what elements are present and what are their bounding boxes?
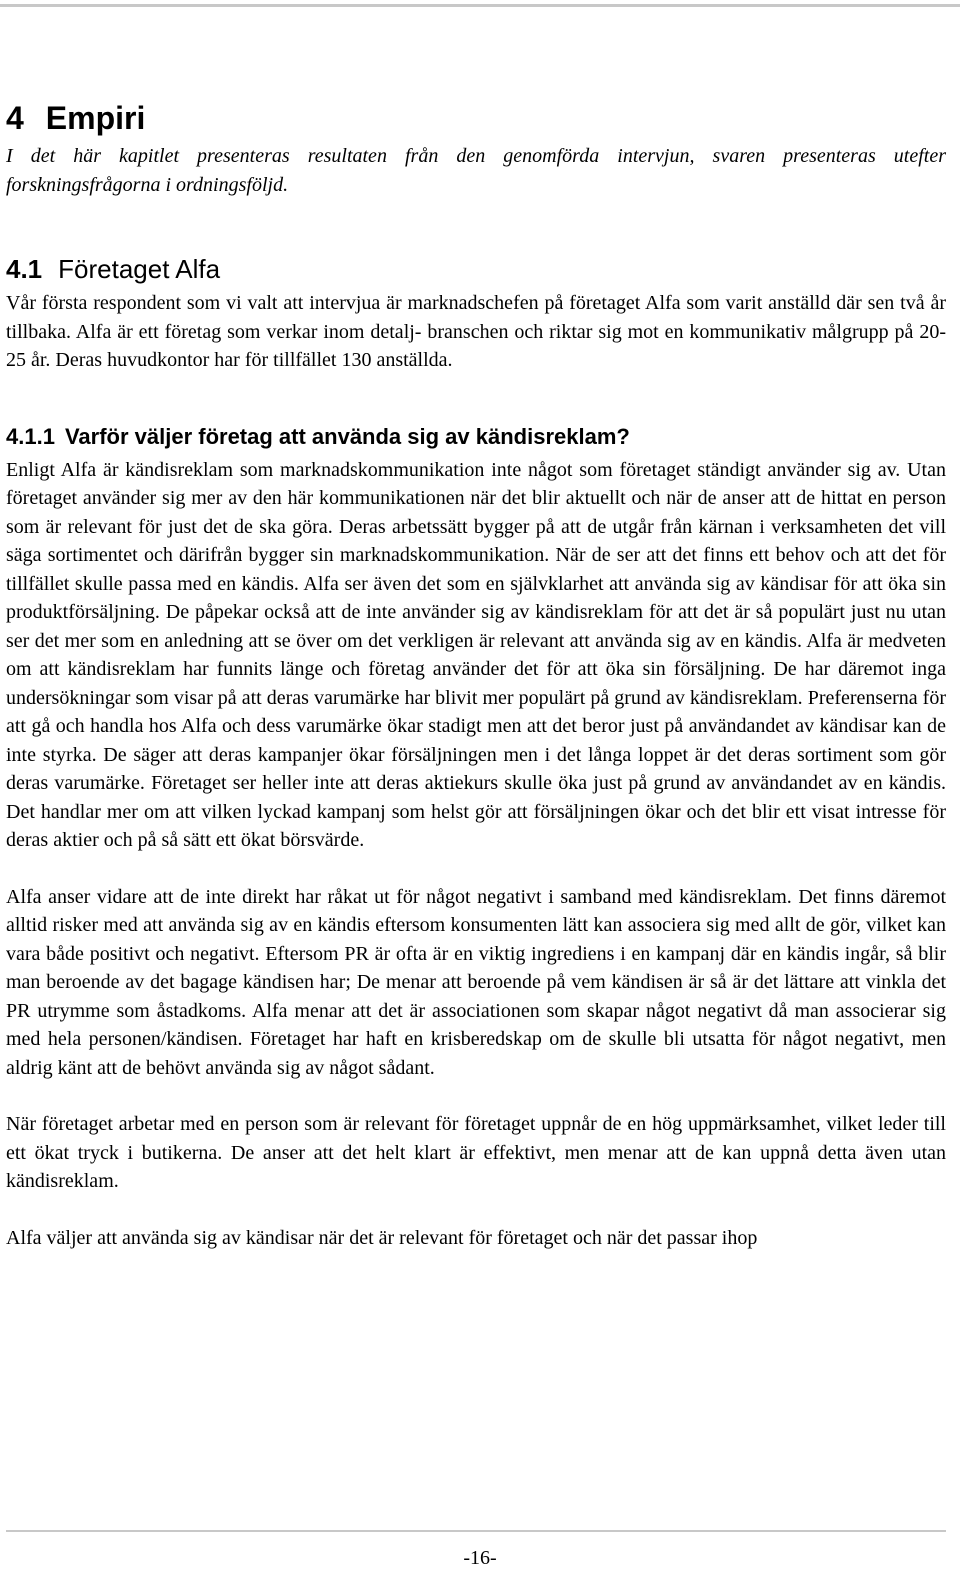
page-number: -16-: [463, 1547, 497, 1569]
subsection-heading: [6, 423, 946, 451]
top-divider: [0, 4, 960, 7]
chapter-title: Empiri: [45, 100, 146, 136]
section-title: Företaget Alfa: [58, 254, 221, 284]
subsection-title: Varför väljer företag att använda sig av kändisreklam?: [64, 423, 630, 449]
body-paragraph-4: Alfa väljer att använda sig av kändisar när det är relevant för företaget och när det passar ihop: [6, 1226, 758, 1249]
subsection-number: 4.1.1: [6, 423, 55, 449]
chapter-intro: I det här kapitlet presenteras resultaten från den genomförda intervjun, svaren presenteras utefter forskningsfrågorna i ordningsföljd.: [6, 145, 946, 196]
chapter-heading: [6, 98, 946, 142]
footer-divider: [6, 1530, 946, 1532]
body-paragraph-1: Enligt Alfa är kändisreklam som marknadskommunikation inte något som företaget ständigt använder sig av. Utan företaget använder sig mer av den här kommunikationen när det blir aktuellt och när de anser att de hittat en person som är relevant för just det de ska göra. Deras arbetssätt bygger på att de utgår från kärnan i verksamheten det vill säga sortimentet och därifrån bygger sin marknadskommunikation. När de ser att det finns ett behov och att det för tillfället skulle passa med en kändis. Alfa ser även det som en självklarhet att använda sig av kändisar för att öka sin produktförsäljning. De påpekar också att de inte använder sig av kändisreklam för att det är så populärt just nu utan ser det mer som en anledning att se över om det verkligen är relevant att använda sig av en kändis. Alfa är medveten om att kändisreklam har funnits länge och företag använder det för att öka sin försäljning. De har däremot inga undersökningar som visar på att deras varumärke har blivit mer populärt på grund av kändisreklam. Preferenserna för att gå och handla hos Alfa och dess varumärke ökar stadigt men att det beror just på användandet av kändisar kan de inte styrka. De säger att deras kampanjer ökar försäljningen men i det långa loppet är det deras sortiment som gör deras varumärke. Företaget ser heller inte att deras aktiekurs skulle öka just på grund av användandet av en kändis. Det handlar mer om att vilken lyckad kampanj som helst gör att försäljningen ökar och det blir ett visat intresse för deras aktier och på så sätt ett ökat börsvärde.: [6, 458, 946, 851]
body-paragraph-2: Alfa anser vidare att de inte direkt har råkat ut för något negativt i samband med kändisreklam. Det finns däremot alltid risker med att använda sig av en kändis eftersom konsumenten lätt kan associera sig med allt de gör, vilket kan vara både positivt och negativt. Eftersom PR är ofta är en viktig ingrediens i en kampanj där en kändis ingår, så blir man beroende av det bagage kändisen har; De menar att beroende på vem kändisen är så är det lättare att vinkla det PR utrymme som åstadkoms. Alfa menar att det är associationen som skapar något negativt då man associerar sig med hela personen/kändisen. Företaget har haft en krisberedskap om de skulle bli utsatta för något negativt, men aldrig känt att de behövt använda sig av något sådant.: [6, 885, 946, 1079]
section-paragraph: Vår första respondent som vi valt att intervjua är marknadschefen på företaget Alfa som varit anställd där sen två år tillbaka. Alfa är ett företag som verkar inom detalj- branschen och riktar sig mot en kommunikativ målgrupp på 20-25 år. Deras huvudkontor har för tillfället 130 anställda.: [6, 292, 946, 371]
section-number: 4.1: [6, 254, 43, 284]
document-page: [6, 98, 946, 1252]
body-paragraph-3: När företaget arbetar med en person som är relevant för företaget uppnår de en hög uppmärksamhet, vilket leder till ett ökat tryck i butikerna. De anser att det helt klart är effektivt, men menar att de kan uppnå detta även utan kändisreklam.: [6, 1113, 946, 1192]
chapter-number: 4: [6, 100, 24, 136]
section-heading: [6, 253, 946, 285]
